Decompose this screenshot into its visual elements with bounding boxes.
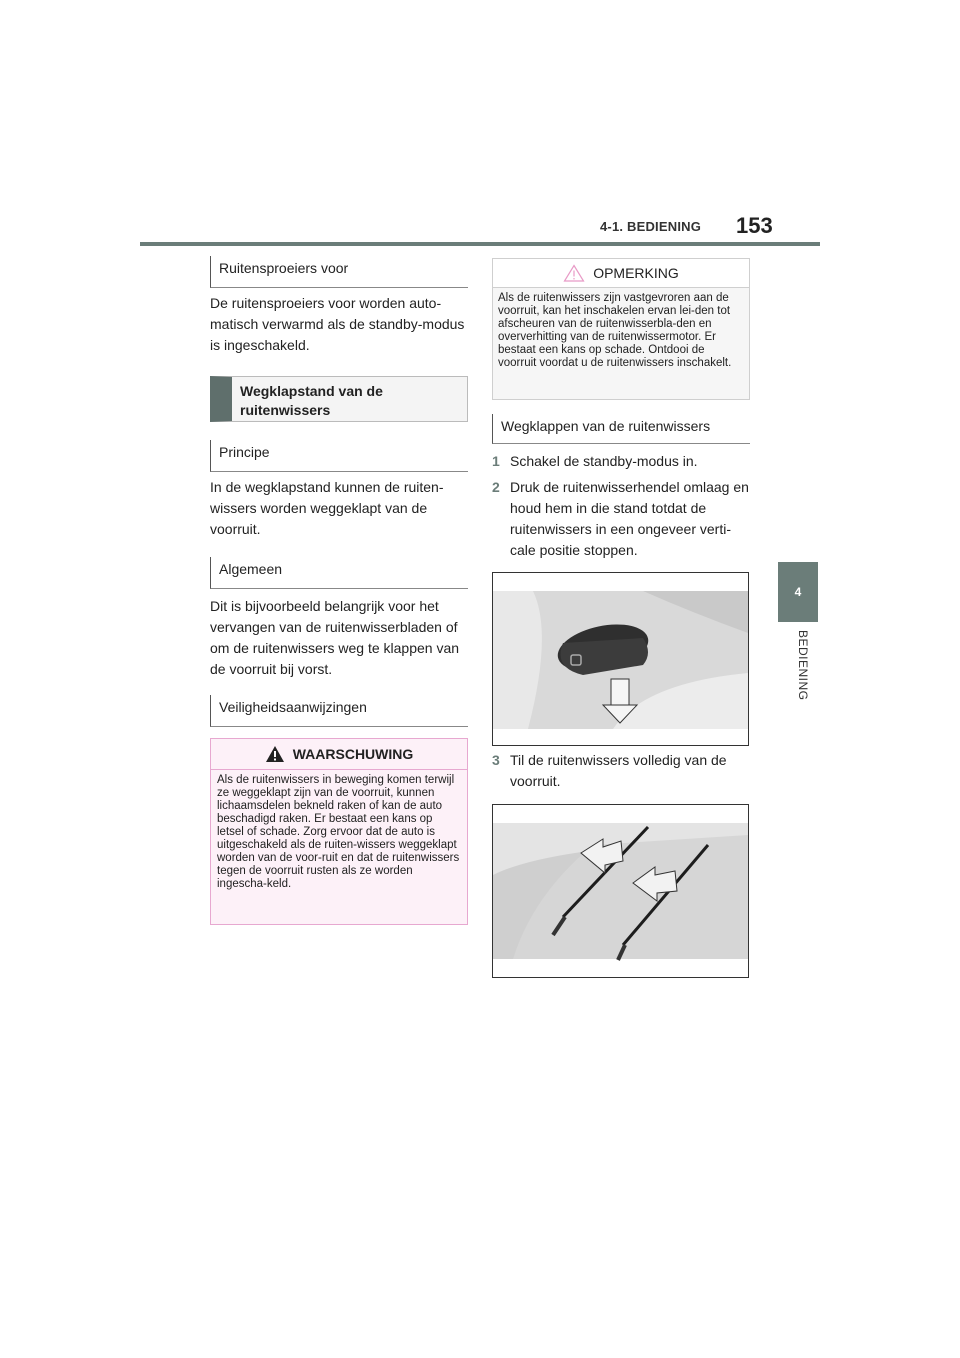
note-text: Als de ruitenwissers zijn vastgevroren aan de voorruit, kan het inschakelen ervan lei-den tot afscheuren van de ruitenwisserbla-den en oververhitting van de ruitenwissermotor. Er bestaat een kans op schade. Ontdooi de voorruit voordat u de ruitenwissers inschakelt. <box>498 292 732 369</box>
header-rule <box>140 242 820 246</box>
chapter-tab <box>778 562 818 622</box>
step-text: Schakel de standby-modus in. <box>510 453 698 469</box>
heading-text: Veiligheidsaanwijzingen <box>219 699 367 715</box>
caution-triangle-icon <box>563 264 585 282</box>
heading-wegklappen <box>492 414 750 444</box>
warning-text: Als de ruitenwissers in beweging komen terwijl ze weggeklapt zijn van de voorruit, kunnen lichaamsdelen bekneld raken of kan de auto beschadigd raken. Er bestaat een kans op letsel of schade. Zorg ervoor dat de auto is uitgeschakeld als de ruiten-wissers weggeklapt worden van de voor-ruit en dat de ruitenwissers tegen de voorruit rusten als ze worden ingescha-keld. <box>217 774 460 890</box>
figure-windshield-wipers <box>492 804 749 978</box>
paragraph-algemeen: Dit is bijvoorbeeld belangrijk voor het vervangen van de ruitenwisserbladen of om de ruitenwissers weg te klappen van de voorruit bij vorst. <box>210 598 460 677</box>
heading-wegklapstand: Wegklapstand van de ruitenwissers <box>210 376 468 422</box>
step-item <box>492 451 752 472</box>
paragraph-principe: In de wegklapstand kunnen de ruiten-wissers worden weggeklapt van de voorruit. <box>210 479 444 537</box>
warning-box <box>210 738 468 925</box>
heading-text: Principe <box>219 444 270 460</box>
page-number: 153 <box>736 213 773 238</box>
steps-list-b <box>492 750 752 792</box>
steps-list-a <box>492 451 752 561</box>
chapter-number: 4 <box>794 585 802 599</box>
note-title: OPMERKING <box>593 265 679 281</box>
heading-text: Ruitensproeiers voor <box>219 260 349 276</box>
note-header <box>493 259 749 288</box>
wiper-lever-icon <box>493 573 748 745</box>
step-item <box>492 750 752 792</box>
windshield-wipers-icon <box>493 805 748 977</box>
note-box <box>492 258 750 400</box>
step-text: Til de ruitenwissers volledig van de voorruit. <box>510 752 727 789</box>
heading-text: Algemeen <box>219 561 283 577</box>
heading-ruitensproeiers <box>210 256 468 288</box>
chapter-label: BEDIENING <box>796 630 810 701</box>
paragraph-ruitensproeiers: De ruitensproeiers voor worden auto-matisch verwarmd als de standby-modus is ingeschakeld. <box>210 295 465 353</box>
step-number: 1 <box>492 453 500 469</box>
heading-algemeen <box>210 557 468 589</box>
step-number: 2 <box>492 479 500 495</box>
step-number: 3 <box>492 752 500 768</box>
step-item <box>492 477 752 561</box>
heading-veiligheid <box>210 695 468 727</box>
heading-principe <box>210 440 468 472</box>
warning-header <box>211 739 467 770</box>
warning-triangle-icon <box>265 745 285 763</box>
heading-text: Wegklappen van de ruitenwissers <box>501 418 711 434</box>
step-text: Druk de ruitenwisserhendel omlaag en houd hem in die stand totdat de ruitenwissers in een ongeveer verti-cale positie stoppen. <box>510 479 749 558</box>
figure-wiper-lever <box>492 572 749 746</box>
section-title: 4-1. BEDIENING <box>600 219 702 234</box>
warning-title: WAARSCHUWING <box>292 746 414 762</box>
